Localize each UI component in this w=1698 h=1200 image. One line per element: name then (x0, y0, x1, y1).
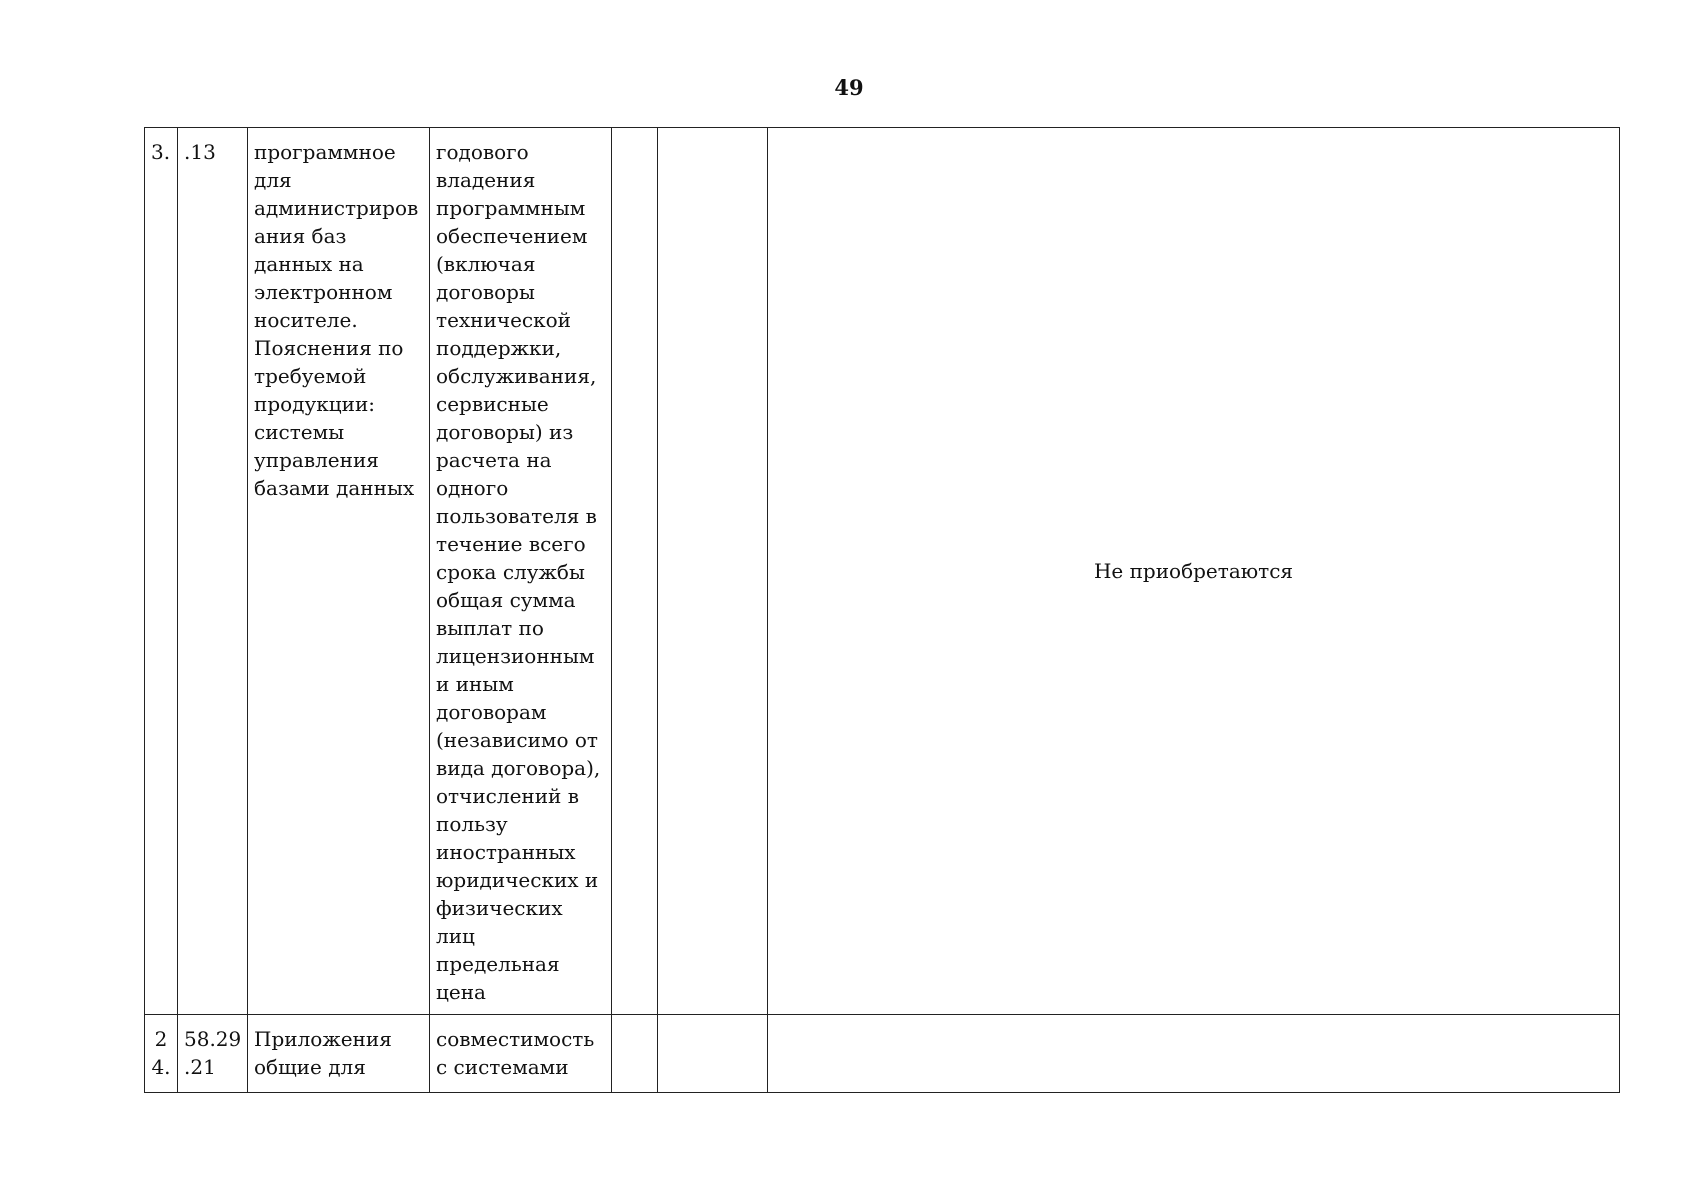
page-number: 49 (834, 75, 864, 100)
product-name: программное для администриров ания баз данных на электронном носителе. Пояснения по требуемой продукции: системы управления базами данных (248, 128, 430, 1015)
okpd2-code: .13 (178, 128, 248, 1015)
characteristic: совместимость с системами (430, 1015, 612, 1093)
okpd2-code: 58.29 .21 (178, 1015, 248, 1093)
merged-value-cell (768, 1015, 1620, 1093)
product-name: Приложения общие для (248, 1015, 430, 1093)
characteristic: годового владения программным обеспечением (включая договоры технической поддержки, обслуживания, сервисные договоры) из расчета на одного пользователя в течение всего срока службы общая сумма выплат по лицензионным и иным договорам (независимо от вида договора), отчислений в пользу иностранных юридических и физических лиц предельная цена (430, 128, 612, 1015)
row-number: 2 4. (145, 1015, 178, 1093)
unit-name (658, 1015, 768, 1093)
table-row (145, 1015, 1620, 1093)
unit-name (658, 128, 768, 1015)
merged-value-cell: Не приобретаются (768, 128, 1620, 1015)
unit-code (612, 128, 658, 1015)
table-row (145, 128, 1620, 1015)
unit-code (612, 1015, 658, 1093)
specification-table (144, 127, 1620, 1093)
row-number: 3. (145, 128, 178, 1015)
